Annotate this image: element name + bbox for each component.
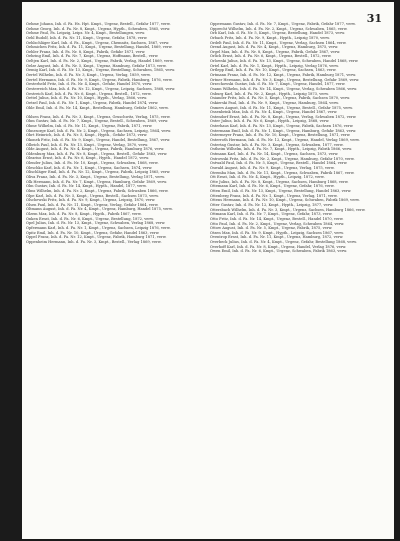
directory-entry: Otto Fritz, Inh. d. Fa. Nr. 14, Kmpt., Urgenz, Bestell., Handel 1870, verw.: [210, 216, 344, 221]
directory-entry: Ostheim Wilhelm, Inh. d. Fa. Nr. 7, Kmpt., Hypth., Leipzig, Fabrik 1866, verw.: [210, 147, 352, 152]
directory-entry: Otte Julius, Inh. d. Fa. Nr. 8, Kmpt., Urgenz, Sachsen, Hamburg 1868, verw.: [210, 179, 349, 184]
directory-entry: Otter Gustav, Inh. d. Fa. Nr. 12, Kmpt., Hypth., Leipzig, 1877, verw.: [210, 202, 334, 207]
directory-entry: Ottow August, Inh. d. Fa. Nr. 5, Kmpt., Urgenz, Fabrik, 1875, verw.: [210, 226, 333, 231]
directory-entry: Osiander Fritz, Inh. d. Fa. Nr. 5, Kmpt., Urgenz, Fabrik, Sachsen 1870, verw.: [210, 96, 350, 101]
directory-entry: Ordelt Paul, Inh. d. Fa. Nr. 11, Kmpt., Urgenz, Verlag, Sachsen 1864, verw.: [210, 40, 347, 45]
directory-entry: Oleschko Karl, Inh. d. Fa. Nr. 1, Kmpt., Urgenz, Sachsen, 1874, verw.: [26, 165, 153, 170]
directory-entry: Orend August, Inh. d. Fa. Nr. 4, Kmpt., Urgenz, Hamburg, 1875, verw.: [210, 45, 339, 50]
directory-entry: Opprecht Wilhelm, Inh. d. Fa. Nr. 2, Kmpt., Urgenz, Schwaben, 1865, verw.: [210, 26, 348, 31]
directory-entry: Ortlepp Emil, Inh. d. Fa. Nr. 10, Kmpt., Urgenz, Sachsen, 1863, verw.: [210, 68, 337, 73]
document-page: [22, 2, 394, 539]
directory-entry: Otzen Max, Inh. d. Fa. Nr. 9, Kmpt., Hypth., Leipzig, Sachsen 1867, verw.: [210, 230, 344, 235]
directory-entry: Olischläger Emil, Inh. d. Fa. Nr. 12, Kmpt., Urgenz, Fabrik, Leipzig 1865, verw.: [26, 170, 171, 175]
directory-entry: Oetzel Paul, Inh. d. Fa. Nr. 1, Kmpt., Urgenz, Fabrik, Handel 1874, verw.: [26, 100, 159, 105]
right-column: [210, 22, 388, 254]
directory-entry: Oertel Wilhelm, Inh. d. Fa. Nr. 3, Kmpt., Urgenz, Verlag, 1859, verw.: [26, 73, 151, 78]
directory-entry: Oppel Franz, Inh. d. Fa. Nr. 12, Kmpt., Urgenz, Fabrik, Hamburg 1871, verw.: [26, 235, 167, 240]
directory-entry: Olender Julius, Inh. d. Fa. Nr. 10, Kmpt., Urgenz, Schwaben, 1868, verw.: [26, 161, 159, 166]
directory-entry: Olbrich Paul, Inh. d. Fa. Nr. 13, Kmpt., Urgenz, Verlag, 1870, verw.: [26, 142, 149, 147]
directory-entry: Olearius Ernst, Inh. d. Fa. Nr. 6, Kmpt., Hypth., Handel 1872, verw.: [26, 156, 150, 161]
directory-entry: Oesterreich Max, Inh. d. Fa. Nr. 12, Kmpt., Urgenz, Leipzig, Sachsen, 1868, verw.: [26, 86, 176, 91]
directory-entry: Ostermann Emil, Inh. d. Fa. Nr. 1, Kmpt., Urgenz, Hamburg, Gefahr 1863, verw.: [210, 128, 357, 133]
directory-entry: Olms Wilhelm, Inh. d. Fa. Nr. 2, Kmpt., Urgenz, Fabrik, Schwaben 1866, verw.: [26, 188, 169, 193]
directory-entry: Ostermeyer Franz, Inh. d. Fa. Nr. 10, Kmpt., Urgenz, Bestellung, 1871, verw.: [210, 133, 351, 138]
directory-entry: Oswald August, Inh. d. Fa. Nr. 9, Kmpt., Urgenz, Verlag, 1875, verw.: [210, 165, 335, 170]
directory-entry: Ortmann Franz, Inh. d. Fa. Nr. 12, Kmpt., Urgenz, Fabrik, Hamburg 1871, verw.: [210, 73, 356, 78]
directory-entry: Okonek Fritz, Inh. d. Fa. Nr. 9, Kmpt., Urgenz, Handel, Bestellung, 1867, verw.: [26, 137, 171, 142]
directory-entry: Ostertag Gustav, Inh. d. Fa. Nr. 3, Kmpt., Urgenz, Schwaben, 1877, verw.: [210, 142, 344, 147]
directory-entry: Oventrop Ernst, Inh. d. Fa. Nr. 11, Kmpt., Urgenz, Hamburg, 1872, verw.: [210, 235, 344, 240]
directory-entry: Olk Hermann, Inh. d. Fa. Nr. 7, Kmpt., Urgenz, Hamburg, Gefahr 1869, verw.: [26, 179, 168, 184]
directory-entry: Olde August, Inh. d. Fa. Nr. 4, Kmpt., Urgenz, Fabrik, Hamburg 1876, verw.: [26, 147, 165, 152]
directory-entry: Osterhaus Karl, Inh. d. Fa. Nr. 13, Kmpt., Urgenz, Fabrik, Sachsen 1876, verw.: [210, 124, 354, 129]
directory-entry: Overhoff Karl, Inh. d. Fa. Nr. 8, Kmpt., Urgenz, Handel, Verlag 1876, verw.: [210, 244, 347, 249]
directory-entry: Oehlschläger Karl, Inh. d. Fa., Kmpt., Urgenz, Chemnitz, Sachsen, 1867, verw.: [26, 40, 170, 45]
directory-entry: Ottenberg Franz, Inh. d. Fa. Nr. 1, Kmpt., Urgenz, Verlag, 1871, verw.: [210, 193, 338, 198]
directory-entry: Osterroth Hermann, Inh. d. Fa. Nr. 12, Kmpt., Urgenz, Handel, Verlag 1869, verw.: [210, 138, 360, 143]
directory-entry: Ott Ernst, Inh. d. Fa. Nr. 4, Kmpt., Hypth., Leipzig, 1872, verw.: [210, 175, 325, 180]
directory-entry: Orgel Max, Inh. d. Fa. Nr. 8, Kmpt., Urgenz, Fabrik, Gefahr 1867, verw.: [210, 49, 341, 54]
directory-entry: Oehler Franz, Inh. d. Fa. Nr. 8, Kmpt., Fabrik, Gefahr 1871, verw.: [26, 49, 146, 54]
directory-entry: Ostwald Paul, Inh. d. Fa. Nr. 5, Kmpt., Urgenz, Bestell., Handel 1864, verw.: [210, 161, 348, 166]
directory-entry: Ottersbach Wilhelm, Inh. d. Fa. Nr. 3, Kmpt., Urgenz, Sachsen, Hamburg 1866, verw.: [210, 207, 366, 212]
directory-entry: Ohrt Heinrich, Inh. d. Fa. Nr. 5, Kmpt., Hypth., Gefahr 1873, verw.: [26, 133, 148, 138]
directory-entry: Ottmann Karl, Inh. d. Fa. Nr. 7, Kmpt., Urgenz, Gefahr, 1873, verw.: [210, 212, 333, 217]
directory-entry: Oppermann Gustav, Inh. d. Fa. Nr. 7, Kmpt., Urgenz, Fabrik, Gefahr 1877, verw.: [210, 22, 356, 26]
directory-entry: Overbeck Julius, Inh. d. Fa. Nr. 4, Kmpt., Urgenz, Gefahr, Bestellung 1868, verw.: [210, 240, 357, 245]
directory-entry: Osann Wilhelm, Inh. d. Fa. Nr. 14, Kmpt., Urgenz, Verlag, Schwaben 1866, verw.: [210, 86, 358, 91]
directory-entry: Ostrowski Fritz, Inh. d. Fa. Nr. 2, Kmpt., Urgenz, Hamburg, Gefahr 1870, verw.: [210, 156, 355, 161]
directory-entry: Osburg Karl, Inh. d. Fa. Nr. 2, Kmpt., Hypth., Leipzig 1873, verw.: [210, 91, 329, 96]
directory-entry: Ortner Hermann, Inh. d. Fa. Nr. 3, Kmpt., Urgenz, Bestellung, Gefahr 1869, verw.: [210, 77, 360, 82]
directory-entry: Oettel Julius, Inh. d. Fa. Nr. 10, Kmpt., Hypth., Verlag, 1866, verw.: [26, 96, 148, 101]
directory-entry: Olpe Karl, Inh. d. Fa. Nr. 5, Kmpt., Urgenz, Bestell., Sachsen 1873, verw.: [26, 193, 159, 198]
directory-entry: Olm Gustav, Inh. d. Fa. Nr. 14, Kmpt., Hypth., Handel, 1877, verw.: [26, 184, 147, 189]
directory-entry: Owen Emil, Inh. d. Fa. Nr. 6, Kmpt., Urgenz, Schwaben, Fabrik 1863, verw.: [210, 249, 348, 254]
directory-entry: Oppenheim Hermann, Inh. d. Fa. Nr. 3, Kmpt., Bestell., Verlag 1869, verw.: [26, 239, 162, 244]
directory-entry: Oeltjen Karl, Inh. d. Fa. Nr. 2, Kmpt., Urgenz, Fabrik, Verlag, Handel 1869, verw.: [26, 59, 174, 64]
directory-entry: Oster Julius, Inh. d. Fa. Nr. 6, Kmpt., Hypth., Leipzig, 1868, verw.: [210, 119, 330, 124]
directory-entry: Oehmichen Fritz, Inh. d. Fa. 11, Kmpt., Urgenz, Bestellung, Handel, 1869, verw.: [26, 45, 173, 50]
directory-entry: Oldenburg Max, Inh. d. Fa. Nr. 8, Kmpt., Urgenz, Bestell., Gefahr 1863, verw.: [26, 151, 168, 156]
directory-entry: Olschewski Fritz, Inh. d. Fa. Nr. 9, Kmpt., Urgenz, Leipzig, 1870, verw.: [26, 198, 156, 203]
directory-entry: Oertel Hermann, Inh. d. Fa. Nr. 9, Kmpt., Urgenz, Fabrik, Hamburg, 1876, verw.: [26, 77, 173, 82]
directory-entry: Orzechowski Gustav, Inh. d. Fa. Nr. 7, Kmpt., Urgenz, Handel, 1877, verw.: [210, 82, 346, 87]
directory-entry: Otto Paul, Inh. d. Fa. Nr. 2, Kmpt., Urgenz, Verlag, Schwaben 1864, verw.: [210, 221, 345, 226]
page-number: 31: [366, 12, 382, 25]
directory-entry: Ohm Gustav, Inh. d. Fa. Nr. 7, Kmpt., Urgenz, Bestell., Schwaben, 1869, verw.: [26, 119, 169, 124]
directory-entry: Opel Julius, Inh. d. Fa. Nr. 13, Kmpt., Urgenz, Schwaben, Verlag 1868, verw.: [26, 221, 166, 226]
left-column: [26, 22, 204, 245]
directory-entry: Orbach Fritz, Inh. d. Fa. Nr. 9, Kmpt., Hypth., Leipzig 1870, verw.: [210, 35, 330, 40]
directory-entry: Ohle Emil, Inh. d. Fa. Nr. 14, Kmpt., Bestellung, Hamburg, Gefahr 1862, verw.: [26, 105, 169, 110]
directory-entry: Oehme Johann, Inh. d. Fa. Hs. Hpt. Kmpt., Urgenz, Bestell., Gefahr 1877, verw.: [26, 22, 171, 26]
directory-entry: Olzem Max, Inh. d. Fa. Nr. 8, Kmpt., Hypth., Fabrik 1867, verw.: [26, 212, 142, 217]
directory-entry: Otten Emil, Inh. d. Fa. Nr. 13, Kmpt., Urgenz, Bestellung, Handel 1863, verw.: [210, 189, 352, 194]
directory-entry: Oskierski Paul, Inh. d. Fa. Nr. 9, Kmpt., Urgenz, Hamburg, 1864, verw.: [210, 100, 339, 105]
directory-entry: Otremba Max, Inh. d. Fa. Nr. 11, Kmpt., Urgenz, Schwaben, Fabrik 1867, verw.: [210, 170, 355, 175]
directory-entry: Olsen Paul, Inh. d. Fa. Nr. 11, Kmpt., Urgenz, Verlag, Gefahr 1864, verw.: [26, 202, 159, 207]
directory-entry: Ohme Wilhelm, Inh. d. Fa. Nr. 11, Kmpt., Urgenz, Fabrik, 1871, verw.: [26, 123, 153, 128]
directory-entry: Ostmann Karl, Inh. d. Fa. Nr. 14, Kmpt., Urgenz, Sachsen, 1873, verw.: [210, 151, 339, 156]
directory-entry: Oltmann August, Inh. d. Fa. Nr. 4, Kmpt., Urgenz, Hamburg, Handel 1875, verw.: [26, 207, 173, 212]
directory-entry: Orlowski Julius, Inh. d. Fa. Nr. 13, Kmpt., Urgenz, Schwaben, Handel 1868, verw.: [210, 59, 359, 64]
directory-entry: Ohlsen Franz, Inh. d. Fa. Nr. 3, Kmpt., Urgenz, Gruschwitz, Verlag, 1875, verw.: [26, 114, 171, 119]
directory-entry: Ohnesorge Karl, Inh. d. Fa. Nr. 2, Kmpt., Urgenz, Sachsen, Leipzig, 1864, verw.: [26, 128, 172, 133]
directory-entry: Oehme Georg, Inh. d. Fa. Nr. 8, Kmpt., Urgenz, Hypth., Schwaben, 1865, verw.: [26, 26, 171, 31]
directory-entry: Oehl Rudolf, Inh. d. Fa. Nr. 11, Kmpt., Urgenz, Gefahr, 1878, verw.: [26, 35, 148, 40]
directory-entry: Oehme Paul, Fa. Leipzig, Leipz. Nr. 4, Kmpt., Bestellungen, verw.: [26, 31, 146, 36]
directory-entry: Opitz Emil, Inh. d. Fa. Nr. 10, Kmpt., Urgenz, Gefahr, Handel 1863, verw.: [26, 230, 160, 235]
directory-entry: Ossenbrink Max, Inh. d. Fa. Nr. 4, Kmpt., Urgenz, Handel 1867, verw.: [210, 110, 338, 115]
directory-entry: Oehring Emil, Inh. d. Fa. Nr. 7, Kmpt., Urgenz, Hoffmann, Bestell., verw.: [26, 54, 159, 59]
directory-entry: Ottens Hermann, Inh. d. Fa. Nr. 10, Kmpt., Urgenz, Schwaben, Fabrik 1869, verw.: [210, 198, 360, 203]
directory-entry: Onken Ernst, Inh. d. Fa. Nr. 6, Kmpt., Urgenz, Bestellung, 1872, verw.: [26, 216, 154, 221]
directory-entry: Ostendorf Ernst, Inh. d. Fa. Nr. 8, Kmpt., Urgenz, Verlag, Schwaben 1872, verw.: [210, 114, 357, 119]
directory-entry: Oesterheld Fritz, Inh. d. Fa. Nr. 4, Kmpt., Gefahr, Handel 1870, verw.: [26, 82, 153, 87]
directory-entry: Orlich Ernst, Inh. d. Fa. Nr. 6, Kmpt., Urgenz, Bestell., 1872, verw.: [210, 54, 332, 59]
directory-entry: Osmers August, Inh. d. Fa. Nr. 11, Kmpt., Urgenz, Bestell., Gefahr 1875, verw.: [210, 105, 353, 110]
directory-entry: Oelze August, Inh. d. Fa. Nr. 5, Kmpt., Urgenz, Hamburg, Gefahr 1873, verw.: [26, 63, 167, 68]
directory-entry: Ottemann Karl, Inh. d. Fa. Nr. 6, Kmpt., Urgenz, Gefahr, 1876, verw.: [210, 184, 335, 189]
directory-entry: Oestreich Karl, Inh. d. Fa. Nr. 6, Kmpt., Urgenz, Bestell., 1872, verw.: [26, 91, 152, 96]
directory-entry: Oliva Franz, Inh. d. Fa. Nr. 3, Kmpt., Urgenz, Bestellung, Verlag 1871, verw.: [26, 175, 165, 179]
directory-entry: Oemig Karl, Inh. d. Fa. Nr. 13, Kmpt., Urgenz, Bestellung, Schwaben, 1865, verw.: [26, 68, 176, 73]
directory-entry: Orb Karl, Inh. d. Fa. Nr. 5, Kmpt., Urgenz, Bestellung, Handel 1873, verw.: [210, 31, 346, 36]
directory-entry: Ortel Karl, Inh. d. Fa. Nr. 1, Kmpt., Hypth., Leipzig, Verlag 1876, verw.: [210, 63, 339, 68]
directory-entry: Opfermann Karl, Inh. d. Fa. Nr. 1, Kmpt., Urgenz, Sachsen, Leipzig 1876, verw.: [26, 226, 171, 231]
